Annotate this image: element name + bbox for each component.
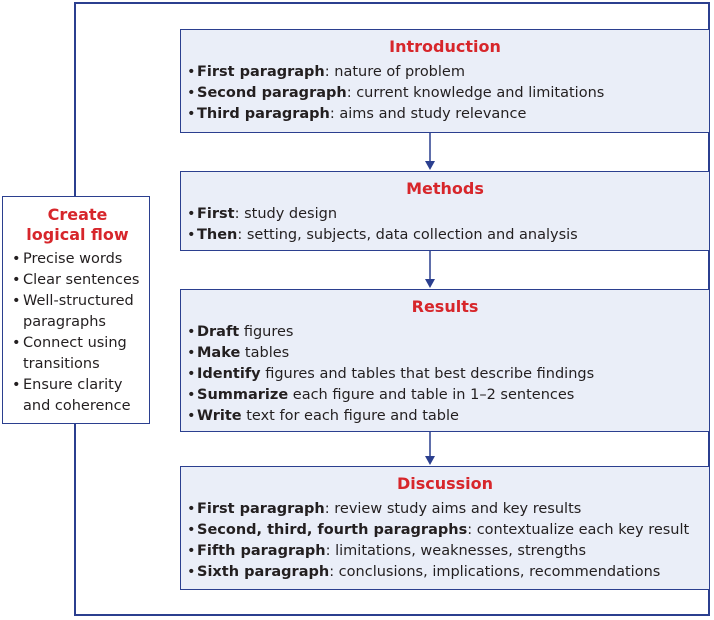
logical-flow-item: • Connect using transitions — [12, 333, 143, 375]
logical-flow-title-line2: logical flow — [26, 225, 129, 244]
item-keyword: Second, third, fourth paragraphs — [197, 522, 468, 538]
arrow-down-icon — [423, 133, 437, 171]
item-text: : study design — [234, 206, 338, 222]
results-item — [187, 343, 703, 364]
methods-box — [180, 171, 710, 251]
logical-flow-title — [12, 205, 143, 245]
item-keyword: Draft — [197, 324, 240, 340]
results-item — [187, 322, 703, 343]
item-text: tables — [240, 345, 290, 361]
results-item — [187, 406, 703, 427]
methods-item — [187, 204, 703, 225]
introduction-item — [187, 104, 703, 125]
item-text: : current knowledge and limitations — [346, 85, 605, 101]
results-item — [187, 385, 703, 406]
logical-flow-item: • Ensure clarity and coherence — [12, 375, 143, 417]
logical-flow-item: • Clear sentences — [12, 270, 143, 291]
item-keyword: Second paragraph — [197, 85, 347, 101]
item-text: : limitations, weaknesses, strengths — [325, 543, 587, 559]
discussion-title: Discussion — [396, 474, 494, 493]
introduction-title: Introduction — [389, 37, 501, 56]
logical-flow-title-line1: Create — [47, 205, 108, 224]
discussion-item — [187, 499, 703, 520]
discussion-item — [187, 520, 703, 541]
item-keyword: Make — [197, 345, 241, 361]
logical-flow-panel — [2, 196, 150, 424]
logical-flow-item: • Precise words — [12, 249, 143, 270]
introduction-box — [180, 29, 710, 133]
introduction-item — [187, 62, 703, 83]
item-keyword: First — [197, 206, 235, 222]
logical-flow-item: • Well-structured paragraphs — [12, 291, 143, 333]
item-keyword: Then — [197, 227, 238, 243]
item-text: text for each figure and table — [241, 408, 459, 424]
item-text: : aims and study relevance — [329, 106, 527, 122]
item-text: : contextualize each key result — [467, 522, 690, 538]
item-text: : review study aims and key results — [324, 501, 582, 517]
methods-item — [187, 225, 703, 246]
item-keyword: Sixth paragraph — [197, 564, 330, 580]
introduction-list — [187, 62, 703, 125]
item-keyword: Fifth paragraph — [197, 543, 326, 559]
item-text: : setting, subjects, data collection and analysis — [237, 227, 578, 243]
item-keyword: Identify — [197, 366, 261, 382]
item-keyword: Summarize — [197, 387, 289, 403]
methods-title: Methods — [406, 179, 484, 198]
discussion-item — [187, 541, 703, 562]
arrow-down-icon — [423, 251, 437, 289]
item-text: each figure and table in 1–2 sentences — [288, 387, 575, 403]
item-text: : conclusions, implications, recommendations — [329, 564, 661, 580]
item-text: figures and tables that best describe findings — [260, 366, 595, 382]
item-text: figures — [239, 324, 294, 340]
item-text: : nature of problem — [324, 64, 465, 80]
item-keyword: First paragraph — [197, 501, 325, 517]
discussion-box — [180, 466, 710, 590]
results-box — [180, 289, 710, 432]
discussion-item — [187, 562, 703, 583]
item-keyword: First paragraph — [197, 64, 325, 80]
logical-flow-list — [12, 249, 143, 417]
results-item — [187, 364, 703, 385]
item-keyword: Write — [197, 408, 242, 424]
results-title: Results — [411, 297, 479, 316]
methods-list — [187, 204, 703, 246]
arrow-down-icon — [423, 432, 437, 466]
item-keyword: Third paragraph — [197, 106, 330, 122]
introduction-item — [187, 83, 703, 104]
results-list — [187, 322, 703, 427]
discussion-list — [187, 499, 703, 583]
